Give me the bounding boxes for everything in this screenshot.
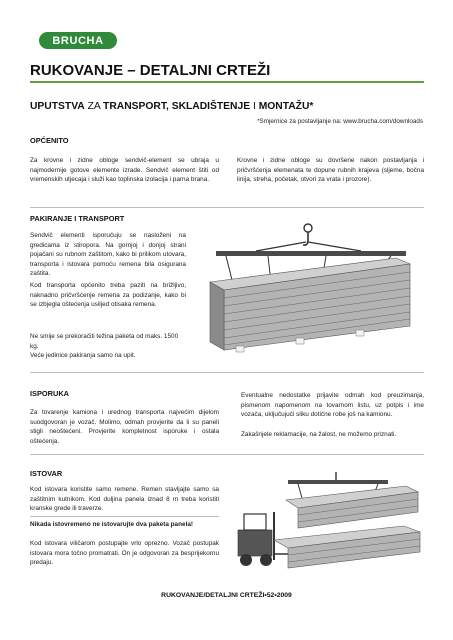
brucha-logo (39, 32, 117, 49)
subsection-divider (30, 516, 219, 517)
page-subtitle (30, 101, 313, 112)
subtitle-part5: MONTAŽU* (258, 101, 314, 112)
istovar-warning: Nikada istovremeno ne istovarujte dva paketa panela! (30, 521, 194, 528)
pakiranje-text-2: Kod transporta općenito treba paziti na brižljivo, naknadno pričvršćenje remena za podizanje, kako bi se izbjegla oštećenja usiljed otisaka remena. (30, 282, 186, 309)
subtitle-part3: TRANSPORT, SKLADIŠTENJE (103, 101, 251, 112)
page-footer: RUKOVANJE/DETALJNI CRTEŽI•52•2009 (161, 592, 292, 599)
logo-text: BRUCHA (52, 34, 104, 47)
section-divider (30, 454, 424, 455)
subtitle-part4: I (250, 101, 259, 112)
istovar-text-3: Kod istovara viličarom postupajte vrlo oprezno. Vozač postupak istovara mora točno promatrati. On je odgovoran za besprijekornu predaju. (30, 540, 219, 567)
section-heading-isporuka: ISPORUKA (30, 389, 70, 398)
isporuka-text-left: Za tovarenje kamiona i urednog transporta najvećim dijelom suodgovoran je vozač. Molimo, odmah provjerite da li su paneli stigli neoštećeni. Provjerite kompletnost isporuke i ostala oštećenja. (30, 409, 219, 445)
pakiranje-text-3: Ne smije se prekoračiti težina paketa od maks. 1500 kg. (30, 333, 179, 350)
panel-package-lift-illustration (196, 218, 426, 358)
section-heading-opcenito: OPĆENITO (30, 136, 69, 145)
section-heading-pakiranje: PAKIRANJE I TRANSPORT (30, 214, 125, 223)
subtitle-part1: UPUTSTVA (30, 101, 85, 112)
isporuka-text-right-2: Zakašnjele reklamacije, na žalost, ne možemo priznati. (241, 431, 397, 438)
subtitle-part2: ZA (84, 101, 104, 112)
pakiranje-text-4: Veće jedinice pakiranja samo na upit. (30, 352, 136, 359)
guidelines-note: *Smjernice za postavljanje na: www.brucha.com/downloads (257, 118, 423, 125)
section-divider (30, 207, 424, 208)
opcenito-text-right: Krovne i zidne obloge su dovršene nakon postavljanja i pričvršćenja elemenata te dopune rubnih krajeva (sljeme, bočna linija, streha, početak, otvori za vrata i prozore). (237, 157, 424, 184)
opcenito-text-left: Za krovne i zidne obloge sendvič-element se ubraja u najmodernije gotove elemente izrade. Sendvič element štiti od vremenskih utjecaja i služi kao toplinska izolacija i parna brana. (30, 157, 219, 184)
isporuka-text-right-1: Eventualne nedostatke prijavite odmah kod preuzimanja, pismenom napomenom na tovarnom listu, uz potpis i ime vozača, uključujući sliku dotične robe još na kamionu. (241, 392, 424, 419)
unloading-illustration (228, 468, 426, 580)
section-divider (30, 372, 424, 373)
page-title: RUKOVANJE – DETALJNI CRTEŽI (30, 62, 271, 79)
section-heading-istovar: ISTOVAR (30, 469, 63, 478)
istovar-text-1: Kod istovara koristite samo remene. Remen stavljajte samo sa zaštitnim kutnikom. Kod duljina panela iznad 8 m treba koristiti kranske grede ili traverze. (30, 486, 219, 513)
title-rule (30, 81, 424, 83)
pakiranje-text-1: Sendvič elementi isporučuju se nasloženi na gredicama iz stiropora. Na gornjoj i donjoj strani pojačani su rubnom zaštitom, kako bi prilikom utovara, transporta i istovara pomoću remena bila osigurana zaštita. (30, 232, 186, 278)
